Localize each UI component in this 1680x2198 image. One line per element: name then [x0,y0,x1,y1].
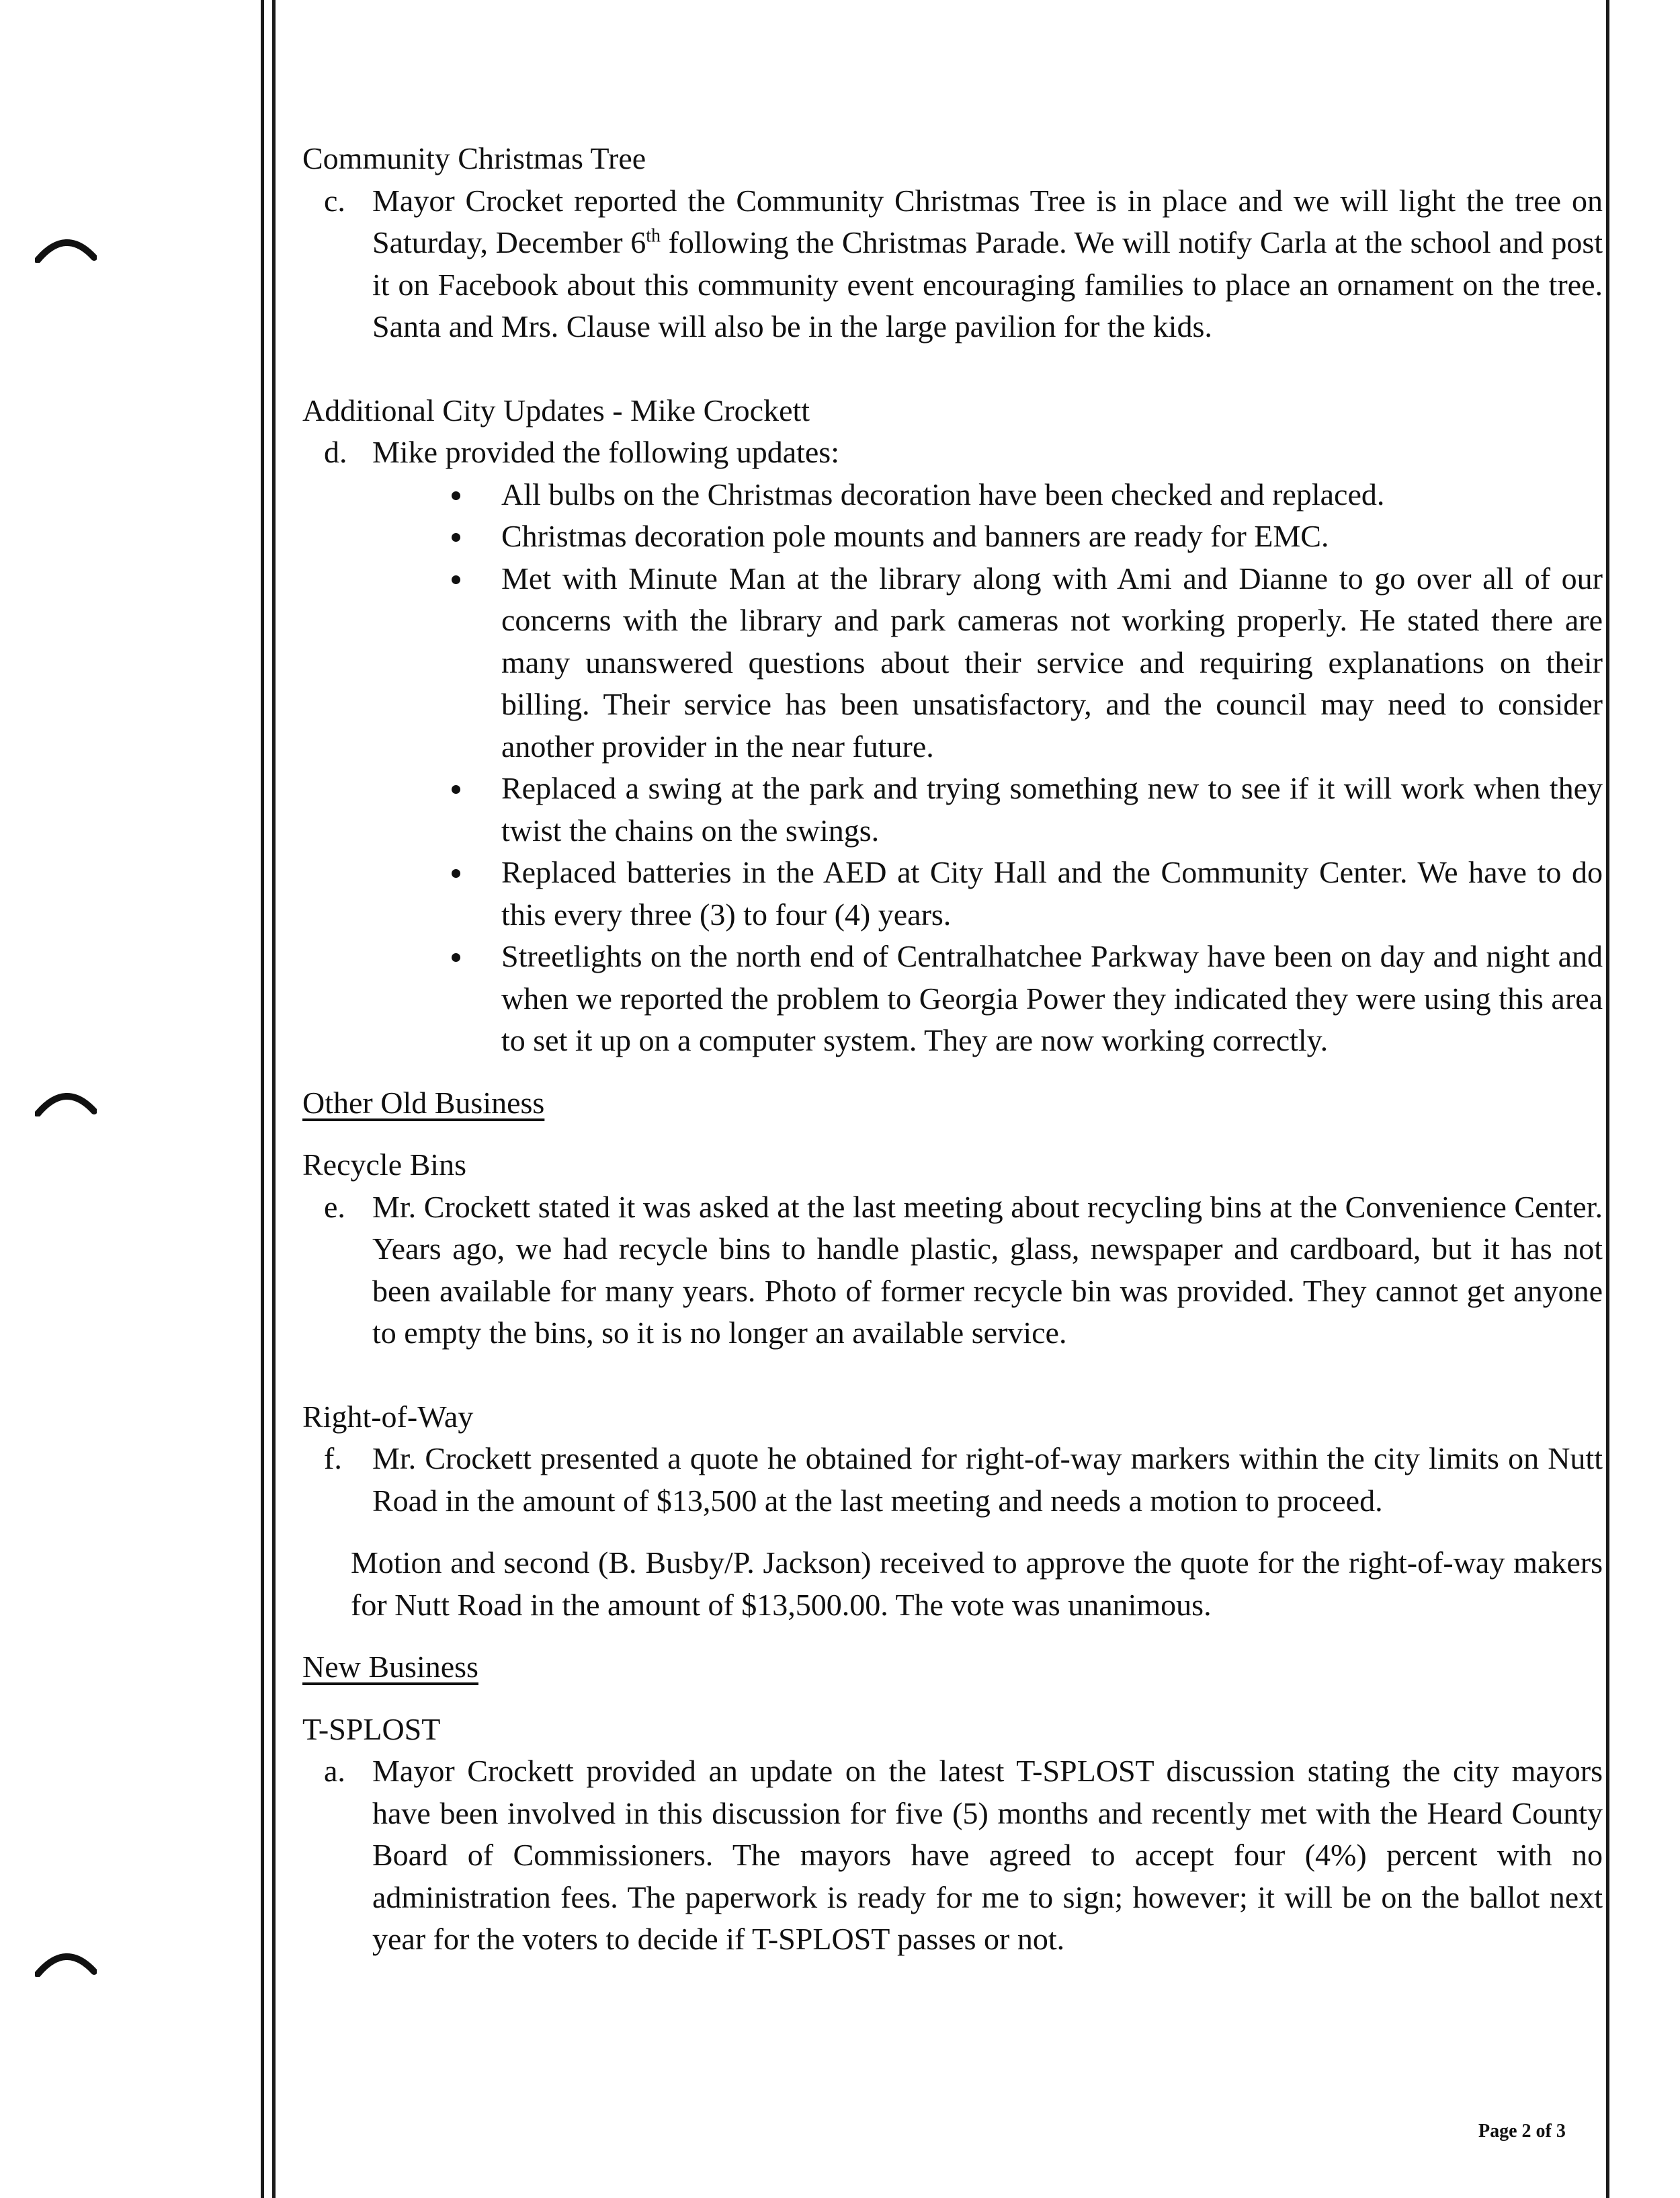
bullet-text: Met with Minute Man at the library along with Ami and Dianne to go over all of our concerns with the library and park cameras not working properly. He stated there are many unanswered questions about their service and requiring explanations on their billing. Their service has been unsatisfactory, and the council may need to consider another provider in the near future. [501,561,1603,764]
bullet-item [302,516,1603,558]
list-item-f [302,1438,1603,1522]
motion-paragraph: Motion and second (B. Busby/P. Jackson) received to approve the quote for the right-of-way makers for Nutt Road in the amount of $13,500.00. The vote was unanimous. [351,1545,1603,1622]
bullet-item [302,852,1603,936]
item-letter: e. [324,1189,345,1224]
bullet-dot [302,474,501,516]
binder-rule-left-1 [261,0,264,2198]
punch-hole-mark [35,1946,97,1977]
item-letter: d. [324,435,347,469]
section-heading-city-updates: Additional City Updates - Mike Crockett [302,393,810,428]
item-text: Mike provided the following updates: [372,435,839,469]
list-item-a [302,1750,1603,1961]
item-text-part: Mayor Crocket reported the Community Christmas Tree is in place and we will light the tree on Saturday, December 6 [372,183,1603,259]
binder-rule-right [1606,0,1609,2198]
document-body [302,138,1603,1961]
bullet-text: Replaced batteries in the AED at City Hall and the Community Center. We have to do this every three (3) to four (4) years. [501,855,1603,932]
bullet-text: Replaced a swing at the park and trying something new to see if it will work when they twist the chains on the swings. [501,771,1603,848]
page-number: Page 2 of 3 [1478,2121,1566,2142]
list-item-e [302,1186,1603,1354]
bullet-item [302,558,1603,768]
updates-bullet-list [302,474,1603,1062]
item-text: Mr. Crockett stated it was asked at the last meeting about recycling bins at the Convenience Center. Years ago, we had recycle bins to handle plastic, glass, newspaper and cardboard, but it has not been available for many years. Photo of former recycle bin was provided. They cannot get anyone to empty the bins, so it is no longer an available service. [372,1189,1603,1350]
bullet-item [302,474,1603,516]
bullet-dot [302,516,501,558]
item-text [372,180,1603,348]
item-text-part: following the Christmas Parade. We will notify Carla at the school and post it on Facebook about this community event encouraging families to place an ornament on the tree. Santa and Mrs. Clause will also be in the large pavilion for the kids. [372,225,1603,343]
punch-hole-mark [35,232,97,263]
bullet-dot [302,558,501,768]
item-text: Mr. Crockett presented a quote he obtained for right-of-way markers within the city limits on Nutt Road in the amount of $13,500 at the last meeting and needs a motion to proceed. [372,1441,1603,1518]
item-letter: f. [324,1441,342,1475]
bullet-dot [302,768,501,852]
bullet-text: Christmas decoration pole mounts and banners are ready for EMC. [501,519,1329,553]
punch-hole-mark [35,1086,97,1116]
list-item-d [302,432,1603,474]
bullet-item [302,768,1603,852]
bullet-text: All bulbs on the Christmas decoration have been checked and replaced. [501,477,1385,512]
section-heading-other-old-business: Other Old Business [302,1085,545,1120]
section-heading-new-business: New Business [302,1650,478,1684]
binder-rule-left-2 [272,0,276,2198]
bullet-dot [302,936,501,1062]
section-heading-t-splost: T-SPLOST [302,1711,441,1746]
item-text: Mayor Crockett provided an update on the latest T-SPLOST discussion stating the city mayors have been involved in this discussion for five (5) months and recently met with the Heard County Board of Commissioners. The mayors have agreed to accept four (4%) percent with no administration fees. The paperwork is ready for me to sign; however; it will be on the ballot next year for the voters to decide if T-SPLOST passes or not. [372,1754,1603,1956]
section-heading-right-of-way: Right-of-Way [302,1399,474,1434]
section-heading-recycle-bins: Recycle Bins [302,1147,466,1182]
item-letter: a. [324,1754,345,1788]
bullet-item [302,936,1603,1062]
list-item-c [302,180,1603,348]
item-letter: c. [324,183,345,218]
bullet-dot [302,852,501,936]
ordinal-suffix: th [646,225,661,247]
section-heading-christmas-tree: Community Christmas Tree [302,141,646,175]
bullet-text: Streetlights on the north end of Centralhatchee Parkway have been on day and night and when we reported the problem to Georgia Power they indicated they were using this area to set it up on a computer system. They are now working correctly. [501,939,1603,1057]
